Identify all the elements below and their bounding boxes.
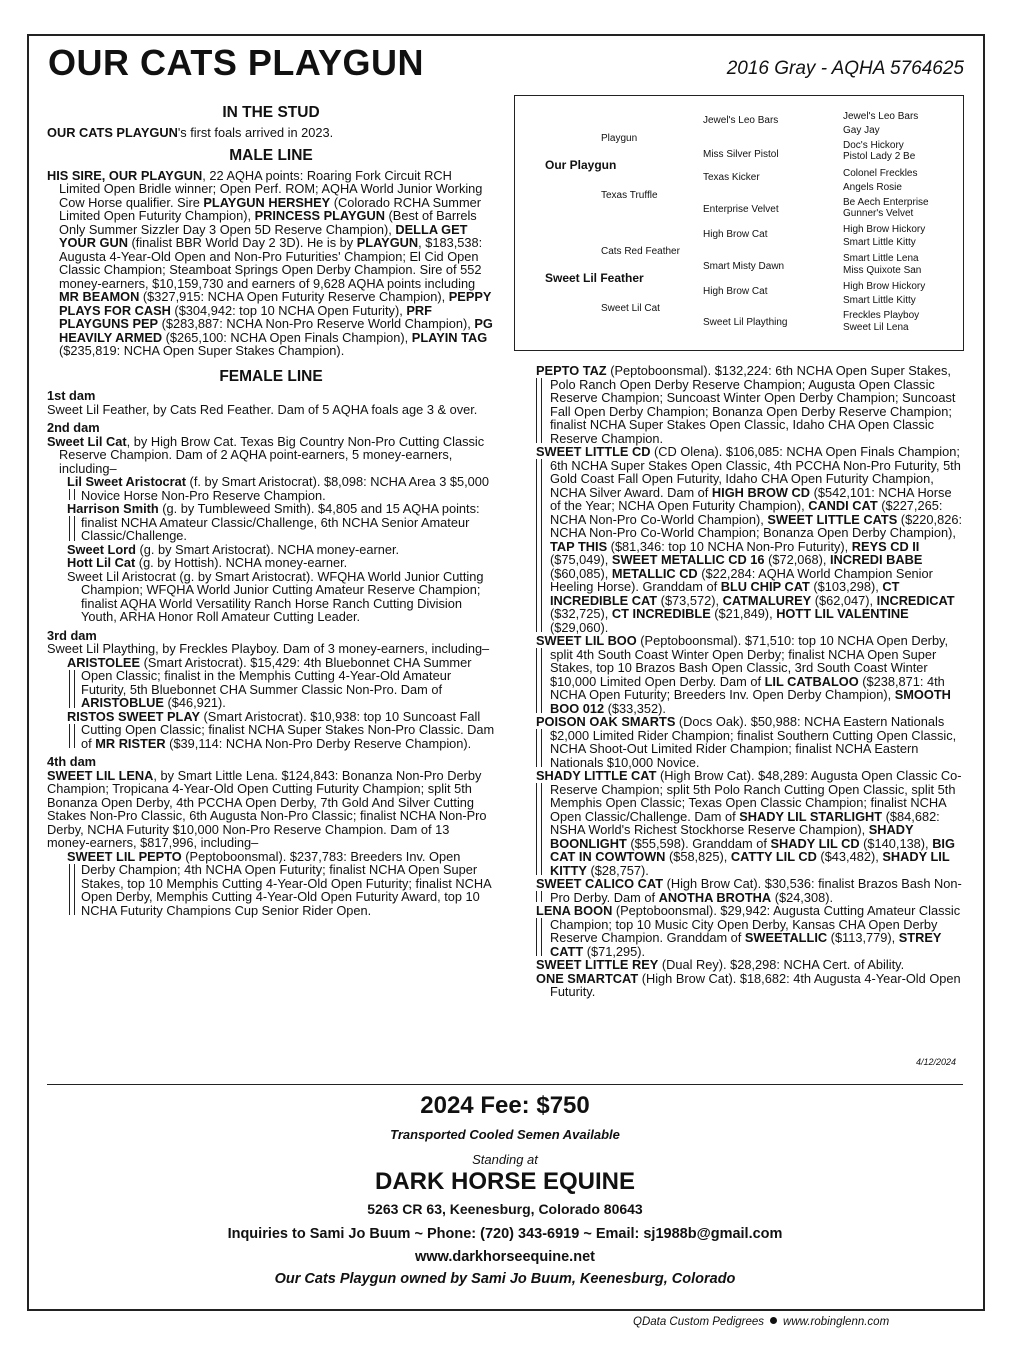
second-dam-label: 2nd dam [47, 420, 100, 435]
produce-entry: RISTOS SWEET PLAY (Smart Aristocrat). $10,938: top 10 Suncoast Fall Cutting Open Classic; finalist NCHA Super Stakes Non-Pro Classic. Dam of MR RISTER ($39,114: NCHA Non-Pro Derby Reserve Champion). [67, 708, 495, 751]
pedigree-g4: Jewel's Leo Bars [703, 115, 779, 126]
stud-fee: 2024 Fee: $750 [420, 1092, 590, 1119]
pedigree-g3: High Brow Cat [703, 286, 768, 297]
pedigree-ds: Cats Red Feather [601, 246, 680, 257]
produce-entry: SWEET LIL PEPTO (Peptoboonsmal). $237,783: Breeders Inv. Open Derby Champion; 4th NCHA Open Futurity; finalist NCHA Open Super Stakes, top 10 Memphis Cutting 4-Year-Old Open Futurity; finalist NCHA Open Derby, Memphis Cutting 4-Year-Old Open Futurity Award, top 10 NCHA Futurity Champions Cup Senior Rider Open. [67, 848, 491, 918]
pedigree-dam: Sweet Lil Feather [545, 271, 644, 285]
farm-name: DARK HORSE EQUINE [374, 1168, 636, 1195]
print-date: 4/12/2024 [916, 1057, 957, 1067]
produce-entry: PEPTO TAZ (Peptoboonsmal). $132,224: 6th NCHA Open Super Stakes, Polo Ranch Open Derby Reserve Champion; Augusta Open Classic Reserve Champion; Suncoast Winter Open Derby Champion; Suncoast Fall Open Derby Champion; Bonanza Open Derby Reserve Champion; finalist NCHA Super Stakes Open Classic, Idaho CHA Open Classic Reserve Champion. [536, 363, 956, 446]
pedigree-g4: Be Aech Enterprise [843, 197, 929, 208]
pedigree-dd: Sweet Lil Cat [601, 303, 660, 314]
produce-entry: Sweet Lil Aristocrat (g. by Smart Aristocrat). WFQHA World Junior Cutting Champion; WFQHA World Junior Cutting Amateur Reserve Champion; finalist AQHA World Versatility Ranch Horse Ranch Cutting Division Youth, ARHA Honor Roll Amateur Cutting Leader. [67, 568, 484, 624]
produce-entry: Hott Lil Cat (g. by Hottish). NCHA money-earner. [67, 555, 348, 570]
semen-note: Transported Cooled Semen Available [390, 1127, 620, 1142]
pedigree-sire: Our Playgun [545, 158, 617, 172]
stud-paragraph: OUR CATS PLAYGUN's first foals arrived in 2023. [47, 124, 334, 140]
standing-at-label: Standing at [472, 1152, 538, 1167]
pedigree-g4: Jewel's Leo Bars [843, 111, 919, 122]
owner-line: Our Cats Playgun owned by Sami Jo Buum, Keenesburg, Colorado [274, 1271, 736, 1287]
produce-entry: Harrison Smith (g. by Tumbleweed Smith). $4,805 and 15 AQHA points: finalist NCHA Amateur Classic/Challenge, 6th NCHA Senior Amateur Classic/Challenge. [67, 501, 480, 543]
left-column [47, 100, 495, 917]
produce-entry: Sweet Lord (g. by Smart Aristocrat). NCHA money-earner. [67, 541, 400, 557]
female-line-heading: FEMALE LINE [219, 367, 323, 385]
third-dam-label: 3rd dam [47, 627, 97, 643]
second-dam-text: Sweet Lil Cat, by High Brow Cat. Texas Big Country Non-Pro Cutting Classic Reserve Champion. Dam of 2 AQHA point-earners, 5 money-earners, including– [47, 433, 485, 476]
produce-entry: SHADY LITTLE CAT (High Brow Cat). $48,289: Augusta Open Classic Co-Reserve Champion; split 5th Polo Ranch Cutting Open Classic, split 5th Memphis Open Classic; Texas Open Classic Champion; finalist NCHA Open Classic/Challenge. Dam of SHADY LIL STARLIGHT ($84,682: NSHA World's Richest Stockhorse Reserve Champion), SHADY BOONLIGHT ($55,598). Granddam of SHADY LIL CD ($140,138), BIG CAT IN COWTOWN ($58,825), CATTY LIL CD ($43,482), SHADY LIL KITTY ($28,757). [536, 768, 962, 878]
inquiries-contact: Inquiries to Sami Jo Buum ~ Phone: (720) 343-6919 ~ Email: sj1988b@gmail.com [227, 1226, 783, 1242]
pedigree-g3: High Brow Cat [703, 229, 768, 240]
pedigree-g4: Miss Quixote San [843, 265, 922, 276]
first-dam-label: 1st dam [47, 388, 96, 403]
pedigree-g4: Gay Jay [843, 125, 880, 136]
pedigree-g3: Smart Misty Dawn [703, 261, 785, 272]
fourth-dam-label: 4th dam [47, 754, 97, 769]
produce-entry: SWEET CALICO CAT (High Brow Cat). $30,536: finalist Brazos Bash Non-Pro Derby. Dam of ANOTHA BROTHA ($24,308). [536, 876, 962, 905]
third-dam-text: Sweet Lil Plaything, by Freckles Playboy. Dam of 3 money-earners, including– [47, 641, 490, 656]
fourth-dam-text: SWEET LIL LENA, by Smart Little Lena. $124,843: Bonanza Non-Pro Derby Champion; Tropicana 4-Year-Old Open Cutting Futurity Champion; split 5th Bonanza Open Derby, 4th PCCHA Open Derby, 7th Gold And Silver Cutting Stakes Non-Pro Classic, 6th Augusta Non-Pro Classic; finalist NCHA Non-Pro Derby, NCHA Futurity $10,000 Non-Pro Reserve Champion. Dam of 13 money-earners, $817,996, including– [47, 767, 487, 850]
horse-name-title: OUR CATS PLAYGUN [48, 42, 425, 83]
produce-entry: SWEET LITTLE CD (CD Olena). $106,085: NCHA Open Finals Champion; 6th NCHA Super Stakes Open Classic, 4th PCCHA Non-Pro Futurity, 5th Gold Coast Fall Open Futurity, Idaho CHA Open Futurity Champion, NCHA Silver Award. Dam of HIGH BROW CD ($542,101: NCHA Horse of the Year; NCHA Open Futurity Champion), CANDI CAT ($227,265: NCHA Non-Pro Co-World Champion), SWEET LITTLE CATS ($220,826: NCHA Non-Pro Co-World Champion; Bonanza Open Derby Champion), TAP THIS ($81,346: top 10 NCHA Non-Pro Futurity), REYS CD II ($75,049), SWEET METALLIC CD 16 ($72,068), INCREDI BABE ($60,085), METALLIC CD ($22,284: AQHA World Champion Senior Heeling Horse). Granddam of BLU CHIP CAT ($103,298), CT INCREDIBLE CAT ($73,572), CATMALUREY ($62,047), INCREDICAT ($32,725), CT INCREDIBLE ($21,849), HOTT LIL VALENTINE ($29,060). [536, 444, 962, 635]
pedigree-chart [514, 95, 964, 351]
pedigree-g4: High Brow Hickory [843, 281, 926, 292]
first-dam-text: Sweet Lil Feather, by Cats Red Feather. Dam of 5 AQHA foals age 3 & over. [47, 401, 478, 417]
pedigree-g4: Freckles Playboy [843, 310, 920, 321]
pedigree-g4: Angels Rosie [843, 182, 902, 193]
farm-address: 5263 CR 63, Keenesburg, Colorado 80643 [367, 1201, 643, 1217]
credit-line: QData Custom Pedigrees www.robinglenn.com [633, 1316, 890, 1328]
produce-entry: SWEET LITTLE REY (Dual Rey). $28,298: NCHA Cert. of Ability. [536, 957, 905, 972]
pedigree-g3: Texas Kicker [703, 172, 760, 183]
pedigree-g3: Sweet Lil Plaything [703, 317, 788, 328]
pedigree-g3: Miss Silver Pistol [703, 149, 779, 160]
pedigree-g4: Pistol Lady 2 Be [843, 151, 916, 162]
pedigree-g4: Gunner's Velvet [843, 208, 914, 219]
pedigree-g4: Smart Little Lena [843, 253, 919, 264]
website-link[interactable]: www.darkhorseequine.net [415, 1249, 595, 1265]
produce-entry: SWEET LIL BOO (Peptoboonsmal). $71,510: top 10 NCHA Open Derby, split 4th South Coast Winter Open Derby; finalist NCHA Open Super Stakes, top 10 Brazos Bash Open Classic, 3rd South Coast Winter $10,000 Limited Open Derby. Dam of LIL CATBALOO ($238,871: 4th NCHA Open Futurity; Breeders Inv. Open Derby Champion), SMOOTH BOO 012 ($33,352). [536, 633, 951, 716]
stud-heading: IN THE STUD [222, 104, 320, 121]
male-line-paragraph: HIS SIRE, OUR PLAYGUN, 22 AQHA points: Roaring Fork Circuit RCH Limited Open Bridle winner; Open Perf. ROM; AQHA World Junior Working Cow Horse qualifier. Sire PLAYGUN HERSHEY (Colorado RCHA Summer Limited Open Futurity Champion), PRINCESS PLAYGUN (Best of Barrels Only Summer Sizzler Day 3 Open 5D Reserve Champion), DELLA GET YOUR GUN (finalist BBR World Day 2 3D). He is by PLAYGUN, $183,538: Augusta 4-Year-Old Open and Non-Pro Futurities' Champion; El Cid Open Classic Champion; Steamboat Springs Open Derby Champion. Sire of 552 money-earners, $10,159,730 and earners of 9,628 AQHA points including MR BEAMON ($327,915: NCHA Open Futurity Reserve Champion), PEPPY PLAYS FOR CASH ($304,942: top 10 NCHA Open Futurity), PRF PLAYGUNS PEP ($283,887: NCHA Non-Pro Reserve World Champion), PG HEAVILY ARMED ($265,100: NCHA Open Finals Champion), PLAYIN TAG ($235,819: NCHA Open Super Stakes Champion). [47, 167, 493, 358]
produce-entry: ONE SMARTCAT (High Brow Cat). $18,682: 4th Augusta 4-Year-Old Open Futurity. [536, 970, 961, 999]
pedigree-g4: Colonel Freckles [843, 168, 918, 179]
right-column [536, 364, 964, 999]
male-line-heading: MALE LINE [229, 147, 313, 164]
pedigree-g4: Doc's Hickory [843, 140, 904, 151]
produce-entry: Lil Sweet Aristocrat (f. by Smart Aristocrat). $8,098: NCHA Area 3 $5,000 Novice Horse Non-Pro Reserve Champion. [67, 474, 490, 503]
pedigree-sd: Texas Truffle [601, 190, 658, 201]
produce-entry: LENA BOON (Peptoboonsmal). $29,942: Augusta Cutting Amateur Classic Champion; top 10 Music City Open Derby, Kansas CHA Open Derby Reserve Champion. Granddam of SWEETALLIC ($113,779), STREY CATT ($71,295). [536, 903, 961, 959]
produce-entry: ARISTOLEE (Smart Aristocrat). $15,429: 4th Bluebonnet CHA Summer Open Classic; finalist in the Memphis Cutting 4-Year-Old Amateur Futurity, 5th Bluebonnet CHA Summer Classic Non-Pro. Dam of ARISTOBLUE ($46,921). [67, 654, 472, 710]
pedigree-g4: Smart Little Kitty [843, 237, 916, 248]
pedigree-ss: Playgun [601, 133, 638, 144]
pedigree-g4: Sweet Lil Lena [843, 322, 909, 333]
pedigree-g4: High Brow Hickory [843, 224, 926, 235]
bullet-icon [770, 1317, 777, 1324]
divider [47, 1084, 963, 1085]
pedigree-g3: Enterprise Velvet [703, 204, 779, 215]
produce-entry: POISON OAK SMARTS (Docs Oak). $50,988: NCHA Eastern Nationals $2,000 Limited Rider Champion; finalist Southern Cutting Open Classic, NCHA Shoot-Out Limited Rider Champion; finalist NCHA Eastern Nationals $10,000 Novice. [536, 714, 957, 770]
registration-subtitle: 2016 Gray - AQHA 5764625 [726, 58, 964, 79]
pedigree-g4: Smart Little Kitty [843, 295, 916, 306]
